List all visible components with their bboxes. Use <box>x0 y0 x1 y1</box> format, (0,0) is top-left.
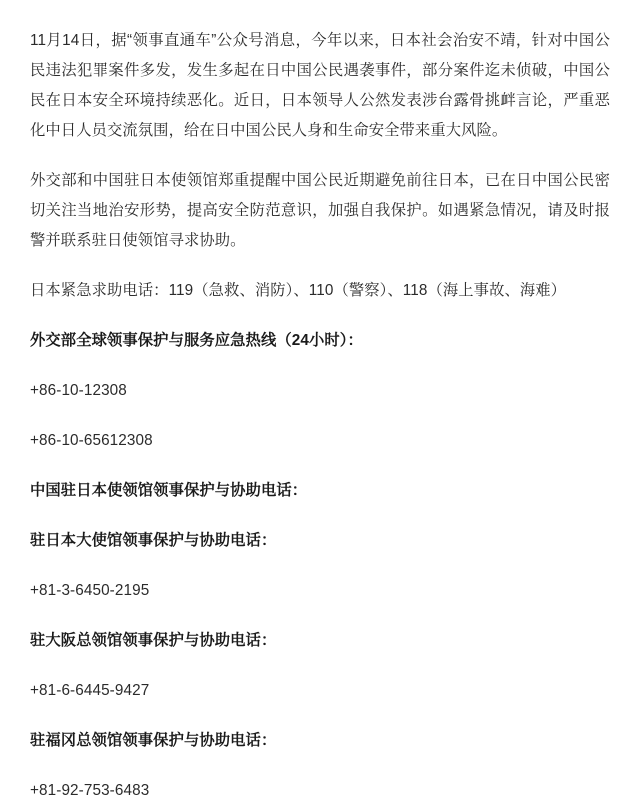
phone-number: +81-92-753-6483 <box>30 782 150 799</box>
phone-number: +86-10-12308 <box>30 382 127 399</box>
article-paragraph-1: 11月14日，据“领事直通车”公众号消息，今年以来，日本社会治安不靖，针对中国公民违法犯罪案件多发，发生多起在日中国公民遇袭事件，部分案件迄未侦破，中国公民在日本安全环境持续恶化。近日，日本领导人公然发表涉台露骨挑衅言论，严重恶化中日人员交流氛围，给在日中国公民人身和生命安全带来重大风险。 <box>30 32 610 139</box>
emergency-hotline-line: 日本紧急求助电话：119（急救、消防）、110（警察）、118（海上事故、海难） <box>30 282 567 299</box>
section-heading-japan-missions: 中国驻日本使领馆领事保护与协助电话： <box>30 482 308 499</box>
section-heading-embassy-japan: 驻日本大使馆领事保护与协助电话： <box>30 532 277 549</box>
section-heading-consulate-fukuoka: 驻福冈总领馆领事保护与协助电话： <box>30 732 277 749</box>
article-paragraph-2: 外交部和中国驻日本使领馆郑重提醒中国公民近期避免前往日本，已在日中国公民密切关注当地治安形势，提高安全防范意识，加强自我保护。如遇紧急情况，请及时报警并联系驻日使领馆寻求协助。 <box>30 172 610 249</box>
phone-number: +81-3-6450-2195 <box>30 582 150 599</box>
section-heading-mfa-hotline: 外交部全球领事保护与服务应急热线（24小时）： <box>30 332 363 349</box>
section-heading-consulate-osaka: 驻大阪总领馆领事保护与协助电话： <box>30 632 277 649</box>
phone-number: +86-10-65612308 <box>30 432 153 449</box>
phone-number: +81-6-6445-9427 <box>30 682 150 699</box>
